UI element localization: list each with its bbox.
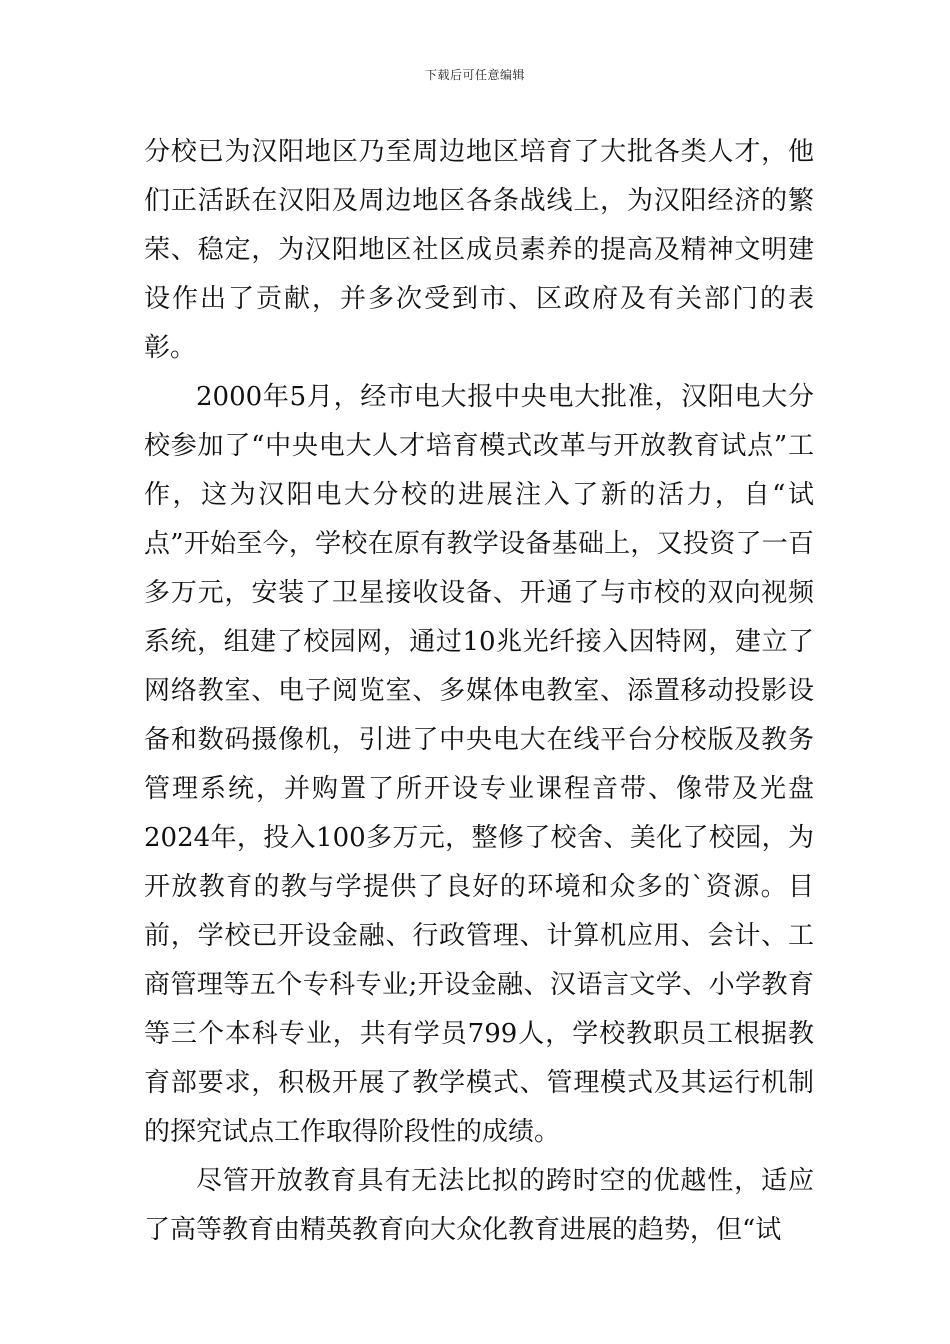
paragraph-3: 尽管开放教育具有无法比拟的跨时空的优越性，适应了高等教育由精英教育向大众化教育进展的趋势，但“试 — [144, 1166, 814, 1245]
paragraph-2: 2000年5月，经市电大报中央电大批准，汉阳电大分校参加了“中央电大人才培育模式改革与开放教育试点”工作，这为汉阳电大分校的进展注入了新的活力，自“试点”开始至今，学校在原有教学设备基础上，又投资了一百多万元，安装了卫星接收设备、开通了与市校的双向视频系统，组建了校园网，通过10兆光纤接入因特网，建立了网络教室、电子阅览室、多媒体电教室、添置移动投影设备和数码摄像机，引进了中央电大在线平台分校版及教务管理系统，并购置了所开设专业课程音带、像带及光盘2024年，投入100多万元，整修了校舍、美化了校园，为开放教育的教与学提供了良好的环境和众多的`资源。目前，学校已开设金融、行政管理、计算机应用、会计、工商管理等五个专科专业;开设金融、汉语言文学、小学教育等三个本科专业，共有学员799人，学校教职员工根据教育部要求，积极开展了教学模式、管理模式及其运行机制的探究试点工作取得阶段性的成绩。 — [144, 382, 814, 1147]
paragraph-1: 分校已为汉阳地区乃至周边地区培育了大批各类人才，他们正活跃在汉阳及周边地区各条战线上，为汉阳经济的繁荣、稳定，为汉阳地区社区成员素养的提高及精神文明建设作出了贡献，并多次受到市、区政府及有关部门的表彰。 — [144, 137, 814, 363]
document-body — [144, 128, 814, 1255]
page-header: 下载后可任意编辑 — [424, 68, 525, 82]
